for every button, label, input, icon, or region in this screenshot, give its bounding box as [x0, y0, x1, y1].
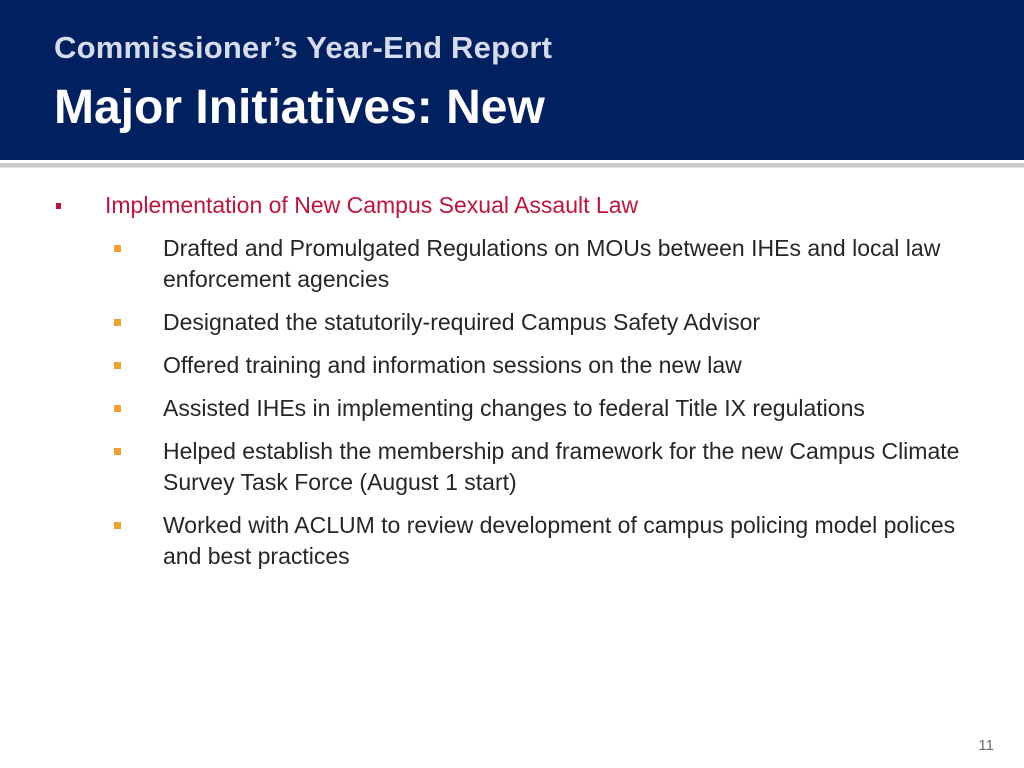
bullet-item-text: Helped establish the membership and framework for the new Campus Climate Survey Task Force (August 1 start) [163, 438, 960, 495]
bullet-item [0, 233, 1024, 295]
bullet-item-text: Worked with ACLUM to review development of campus policing model polices and best practices [163, 512, 956, 569]
square-bullet-icon [56, 203, 61, 209]
bullet-item [0, 393, 1024, 424]
header-divider [0, 163, 1024, 168]
bullet-item-text: Offered training and information sessions on the new law [163, 352, 742, 378]
bullet-item [0, 307, 1024, 338]
page-number: 11 [978, 737, 994, 754]
square-bullet-icon [114, 319, 121, 326]
bullet-item [0, 510, 1024, 572]
bullet-item [0, 436, 1024, 498]
square-bullet-icon [114, 245, 121, 252]
slide-subtitle: Commissioner’s Year-End Report [54, 30, 553, 65]
slide-header [0, 0, 1024, 160]
square-bullet-icon [114, 362, 121, 369]
square-bullet-icon [114, 522, 121, 529]
slide-content [0, 190, 1024, 572]
bullet-level1-text: Implementation of New Campus Sexual Assault Law [105, 192, 639, 218]
slide-title: Major Initiatives: New [54, 81, 545, 134]
bullet-item-text: Assisted IHEs in implementing changes to federal Title IX regulations [163, 395, 865, 421]
bullet-item-text: Drafted and Promulgated Regulations on MOUs between IHEs and local law enforcement agencies [163, 235, 941, 292]
square-bullet-icon [114, 448, 121, 455]
bullet-level1 [0, 190, 1024, 221]
square-bullet-icon [114, 405, 121, 412]
bullet-item [0, 350, 1024, 381]
bullet-item-text: Designated the statutorily-required Campus Safety Advisor [163, 309, 761, 335]
